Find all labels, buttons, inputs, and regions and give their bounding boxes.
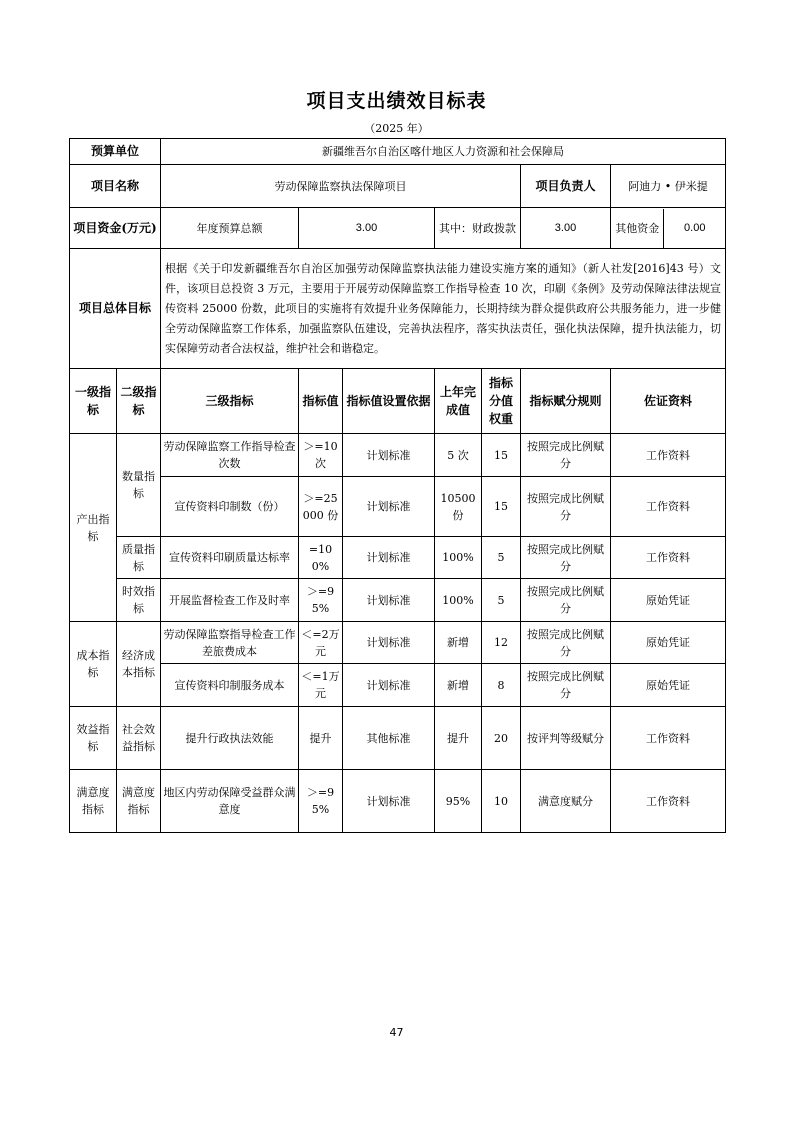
funds-label: 项目资金(万元): [70, 208, 161, 249]
row-last-year: 10500份: [435, 477, 482, 537]
subgroup-economic: 经济成本指标: [117, 622, 161, 707]
row-basis: 计划标准: [343, 434, 435, 477]
other-funds-value: 0.00: [684, 221, 706, 234]
row-weight: 20: [482, 707, 521, 770]
indicator-header-row: [70, 369, 726, 434]
row-evidence: 工作资料: [611, 770, 726, 833]
page-number: 47: [389, 1026, 404, 1039]
header-rule: 指标赋分规则: [521, 369, 611, 434]
header-basis: 指标值设置依据: [343, 369, 435, 434]
group-satisfaction: 满意度指标: [70, 770, 117, 833]
row-last-year: 100%: [435, 579, 482, 622]
row-last-year: 提升: [435, 707, 482, 770]
row-value: =100%: [299, 537, 343, 579]
row-last-year: 新增: [435, 664, 482, 707]
header-level2: 二级指标: [117, 369, 161, 434]
project-name-row: [70, 165, 726, 208]
row-value: ＞=25000 份: [299, 477, 343, 537]
page-title: 项目支出绩效目标表: [306, 90, 487, 112]
row-rule: 按照完成比例赋分: [521, 477, 611, 537]
table-row: [70, 477, 726, 537]
row-evidence: 原始凭证: [611, 664, 726, 707]
budget-unit-row: [70, 139, 726, 165]
row-level3: 宣传资料印制数（份）: [161, 477, 299, 537]
header-evidence: 佐证资料: [611, 369, 726, 434]
row-evidence: 原始凭证: [611, 622, 726, 664]
row-weight: 15: [482, 434, 521, 477]
row-rule: 按照完成比例赋分: [521, 537, 611, 579]
header-value: 指标值: [299, 369, 343, 434]
row-weight: 5: [482, 579, 521, 622]
table-row: [70, 622, 726, 664]
row-last-year: 100%: [435, 537, 482, 579]
row-weight: 12: [482, 622, 521, 664]
row-rule: 满意度赋分: [521, 770, 611, 833]
row-value: 提升: [299, 707, 343, 770]
budget-unit-label: 预算单位: [70, 139, 161, 165]
row-evidence: 工作资料: [611, 477, 726, 537]
year-label: （2025 年）: [364, 122, 429, 135]
fiscal-value: 3.00: [521, 208, 611, 249]
other-funds-cell: [611, 208, 726, 249]
project-name-value: 劳动保障监察执法保障项目: [161, 165, 521, 208]
row-weight: 15: [482, 477, 521, 537]
table-row: [70, 537, 726, 579]
table-row: [70, 707, 726, 770]
row-rule: 按照完成比例赋分: [521, 434, 611, 477]
row-level3: 劳动保障监察指导检查工作差旅费成本: [161, 622, 299, 664]
subgroup-quantity: 数量指标: [117, 434, 161, 537]
row-evidence: 工作资料: [611, 434, 726, 477]
row-evidence: 工作资料: [611, 707, 726, 770]
table-row: [70, 579, 726, 622]
row-basis: 计划标准: [343, 622, 435, 664]
row-basis: 计划标准: [343, 537, 435, 579]
row-rule: 按照完成比例赋分: [521, 622, 611, 664]
row-level3: 地区内劳动保障受益群众满意度: [161, 770, 299, 833]
row-last-year: 5 次: [435, 434, 482, 477]
row-level3: 劳动保障监察工作指导检查次数: [161, 434, 299, 477]
row-evidence: 工作资料: [611, 537, 726, 579]
row-basis: 计划标准: [343, 477, 435, 537]
other-funds-label: 其他资金: [611, 209, 664, 248]
subgroup-social: 社会效益指标: [117, 707, 161, 770]
row-value: ＞=10次: [299, 434, 343, 477]
row-last-year: 95%: [435, 770, 482, 833]
table-row: [70, 434, 726, 477]
table-row: [70, 664, 726, 707]
subgroup-quality: 质量指标: [117, 537, 161, 579]
project-name-label: 项目名称: [70, 165, 161, 208]
budget-unit-value: 新疆维吾尔自治区喀什地区人力资源和社会保障局: [161, 139, 726, 165]
annual-budget-label: 年度预算总额: [161, 208, 299, 249]
header-weight: 指标分值权重: [482, 369, 521, 434]
row-value: ＜=2万元: [299, 622, 343, 664]
row-value: ＞=95%: [299, 579, 343, 622]
header-level1: 一级指标: [70, 369, 117, 434]
row-weight: 10: [482, 770, 521, 833]
funds-row: [70, 208, 726, 249]
row-evidence: 原始凭证: [611, 579, 726, 622]
fiscal-label: 其中：财政拨款: [435, 208, 521, 249]
subgroup-timeliness: 时效指标: [117, 579, 161, 622]
row-rule: 按照完成比例赋分: [521, 579, 611, 622]
row-rule: 按照完成比例赋分: [521, 664, 611, 707]
header-last-year: 上年完成值: [435, 369, 482, 434]
row-level3: 开展监督检查工作及时率: [161, 579, 299, 622]
row-weight: 8: [482, 664, 521, 707]
row-basis: 其他标准: [343, 707, 435, 770]
row-basis: 计划标准: [343, 664, 435, 707]
row-basis: 计划标准: [343, 579, 435, 622]
row-level3: 提升行政执法效能: [161, 707, 299, 770]
group-cost: 成本指标: [70, 622, 117, 707]
header-level3: 三级指标: [161, 369, 299, 434]
performance-target-table: [69, 138, 726, 833]
owner-label: 项目负责人: [521, 165, 611, 208]
row-level3: 宣传资料印刷质量达标率: [161, 537, 299, 579]
row-basis: 计划标准: [343, 770, 435, 833]
overall-goal-text: 根据《关于印发新疆维吾尔自治区加强劳动保障监察执法能力建设实施方案的通知》（新人社发[2016]43 号）文件，该项目总投资 3 万元，主要用于开展劳动保障监察工作指导检查 10 次，印刷《条例》及劳动保障法律法规宣传资料 25000 份数，此项目的实施将有效提升业务保障能力，长期持续为群众提供政府公共服务能力，进一步健全劳动保障监察工作体系，加强监察队伍建设，完善执法程序，落实执法责任，强化执法保障，提升执法能力，切实保障劳动者合法权益，维护社会和谐稳定。: [161, 249, 726, 369]
annual-budget-value: 3.00: [299, 208, 435, 249]
overall-goal-row: [70, 249, 726, 369]
row-level3: 宣传资料印制服务成本: [161, 664, 299, 707]
subgroup-satisfaction: 满意度指标: [117, 770, 161, 833]
group-benefit: 效益指标: [70, 707, 117, 770]
row-value: ＜=1万元: [299, 664, 343, 707]
row-last-year: 新增: [435, 622, 482, 664]
row-value: ＞=95%: [299, 770, 343, 833]
overall-goal-label: 项目总体目标: [70, 249, 161, 369]
table-row: [70, 770, 726, 833]
group-output: 产出指标: [70, 434, 117, 622]
row-rule: 按评判等级赋分: [521, 707, 611, 770]
owner-value: 阿迪力 • 伊米提: [611, 165, 726, 208]
row-weight: 5: [482, 537, 521, 579]
